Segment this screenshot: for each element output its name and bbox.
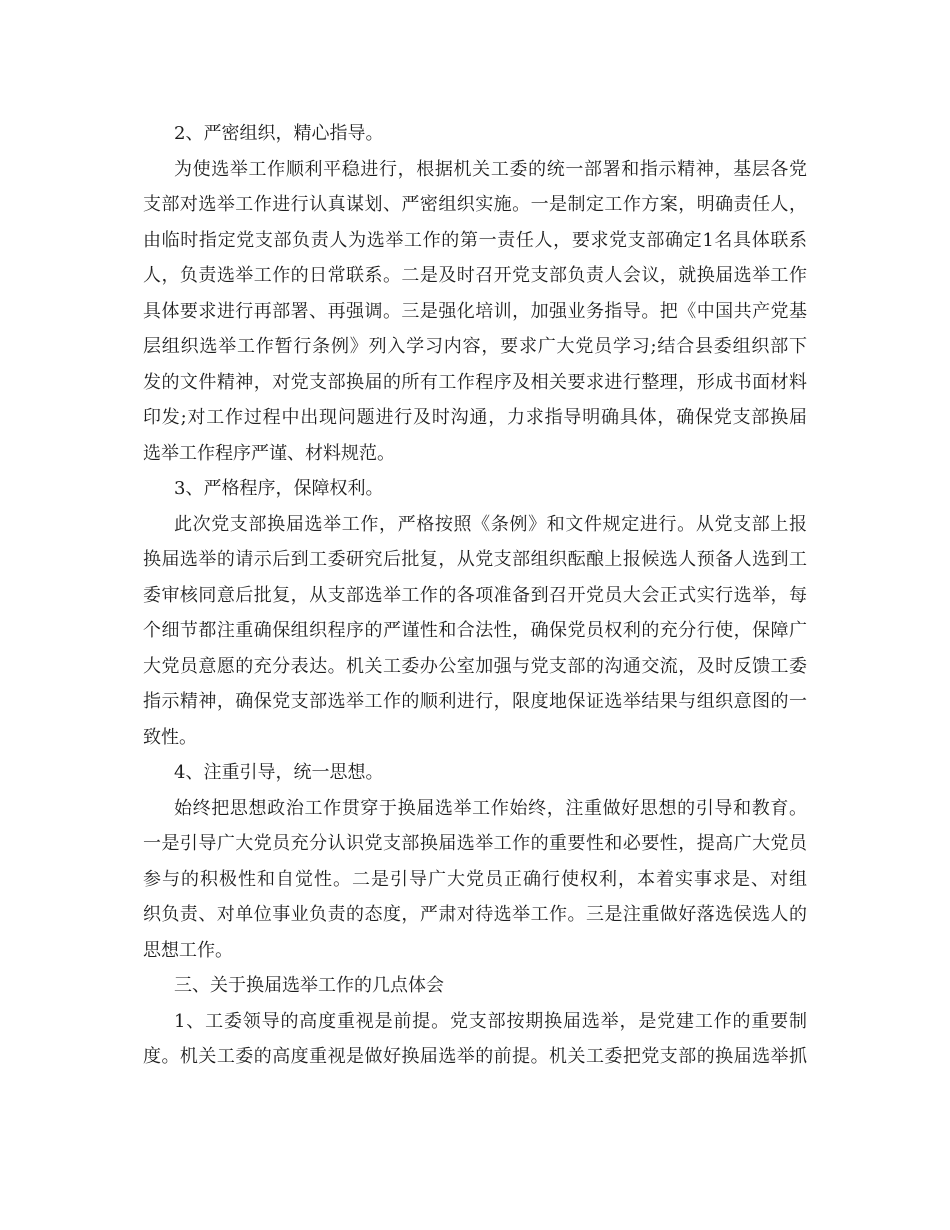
- document-body: [143, 116, 807, 1075]
- text-line: 委审核同意后批复，从支部选举工作的各项准备到召开党员大会正式实行选举，每: [143, 584, 807, 606]
- text-line: 选举工作程序严谨、材料规范。: [143, 442, 395, 464]
- text-line: 层组织选举工作暂行条例》列入学习内容，要求广大党员学习;结合县委组织部下: [143, 336, 807, 357]
- text-line: 织负责、对单位事业负责的态度，严肃对待选举工作。三是注重做好落选侯选人的: [143, 904, 807, 925]
- body-paragraph: [143, 1004, 807, 1075]
- text-line: 换届选举的请示后到工委研究后批复，从党支部组织酝酿上报候选人预备人选到工: [143, 549, 807, 570]
- text-line: 此次党支部换届选举工作，严格按照《条例》和文件规定进行。从党支部上报: [174, 513, 807, 535]
- text-line: 人，负责选举工作的日常联系。二是及时召开党支部负责人会议，就换届选举工作: [143, 265, 807, 286]
- text-line: 发的文件精神，对党支部换届的所有工作程序及相关要求进行整理，形成书面材料: [143, 371, 807, 393]
- section-heading: [143, 116, 807, 152]
- text-line: 一是引导广大党员充分认识党支部换届选举工作的重要性和必要性，提高广大党员: [143, 833, 807, 854]
- text-line: 始终把思想政治工作贯穿于换届选举工作始终，注重做好思想的引导和教育。: [174, 797, 807, 819]
- body-paragraph: [143, 791, 807, 969]
- text-line: 1、工委领导的高度重视是前提。党支部按期换届选举，是党建工作的重要制: [174, 1010, 807, 1032]
- text-line: 个细节都注重确保组织程序的严谨性和合法性，确保党员权利的充分行使，保障广: [143, 620, 807, 641]
- body-paragraph: [143, 152, 807, 472]
- section-heading: [143, 471, 807, 507]
- text-line: 具体要求进行再部署、再强调。三是强化培训，加强业务指导。把《中国共产党基: [143, 300, 807, 322]
- section-heading: [143, 968, 807, 1004]
- text-line: 度。机关工委的高度重视是做好换届选举的前提。机关工委把党支部的换届选举抓: [143, 1046, 807, 1067]
- text-line: 2、严密组织，精心指导。: [174, 123, 384, 144]
- text-line: 为使选举工作顺利平稳进行，根据机关工委的统一部署和指示精神，基层各党: [174, 158, 807, 180]
- section-heading: [143, 755, 807, 791]
- text-line: 由临时指定党支部负责人为选举工作的第一责任人，要求党支部确定1名具体联系: [143, 229, 807, 251]
- text-line: 思想工作。: [143, 939, 233, 961]
- text-line: 致性。: [143, 726, 197, 748]
- text-line: 三、关于换届选举工作的几点体会: [174, 975, 444, 996]
- text-line: 指示精神，确保党支部选举工作的顺利进行，限度地保证选举结果与组织意图的一: [143, 691, 807, 712]
- text-line: 印发;对工作过程中出现问题进行及时沟通，力求指导明确具体，确保党支部换届: [143, 407, 807, 428]
- text-line: 大党员意愿的充分表达。机关工委办公室加强与党支部的沟通交流，及时反馈工委: [143, 655, 807, 677]
- text-line: 支部对选举工作进行认真谋划、严密组织实施。一是制定工作方案，明确责任人，: [143, 194, 807, 215]
- text-line: 3、严格程序，保障权利。: [174, 478, 384, 499]
- body-paragraph: [143, 507, 807, 756]
- text-line: 参与的积极性和自觉性。二是引导广大党员正确行使权利，本着实事求是、对组: [143, 868, 807, 890]
- text-line: 4、注重引导，统一思想。: [174, 762, 384, 783]
